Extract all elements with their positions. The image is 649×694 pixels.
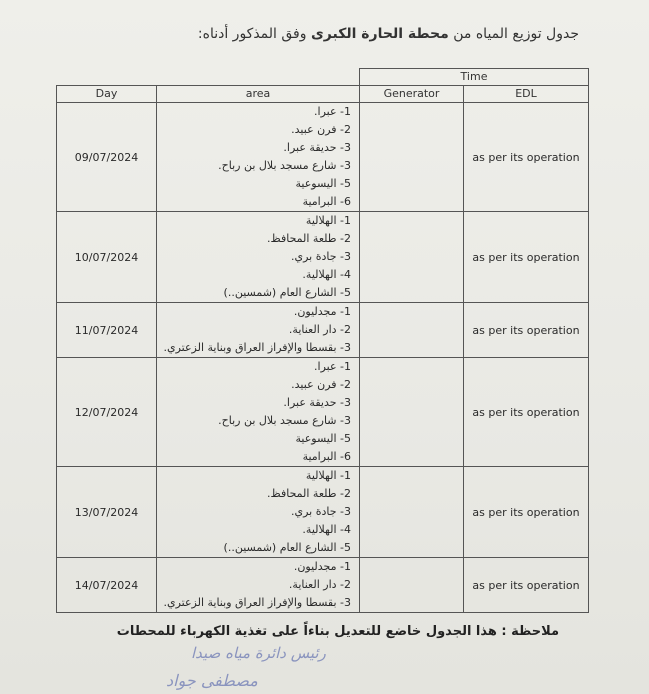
generator-cell [360,212,464,303]
area-item: 2- فرن عبيد. [291,123,351,136]
generator-cell [360,103,464,212]
area-cell [157,358,360,467]
footnote: ملاحظة : هذا الجدول خاضع للتعديل بناءاً على تغذية الكهرباء للمحطات [116,624,559,639]
edl-cell: as per its operation [464,212,589,303]
generator-cell [360,467,464,558]
area-item: 3- بقسطا والإفراز العراق وبناية الزعتري. [163,341,351,354]
edl-cell: as per its operation [464,358,589,467]
edl-cell: as per its operation [464,558,589,613]
table-row [57,303,589,358]
generator-cell [360,303,464,358]
day-cell: 11/07/2024 [57,303,157,358]
header-generator: Generator [360,86,464,103]
area-item: 2- فرن عبيد. [291,378,351,391]
header-spacer [57,69,360,86]
table-body [57,103,589,613]
day-cell: 13/07/2024 [57,467,157,558]
area-cell [157,558,360,613]
document-title [198,26,579,42]
area-item: 3- حديقة عبرا. [283,141,351,154]
distribution-table [56,68,589,613]
header-day: Day [57,86,157,103]
area-item: 1- عبرا. [314,360,351,373]
area-item: 6- البرامية [302,450,351,463]
area-item: 3- جادة بري. [290,250,351,263]
area-item: 4- الهلالية. [302,523,351,536]
area-item: 1- مجدليون. [293,305,351,318]
day-cell: 12/07/2024 [57,358,157,467]
table-row [57,467,589,558]
area-item: 3- جادة بري. [290,505,351,518]
area-item: 3- حديقة عبرا. [283,396,351,409]
table-row [57,558,589,613]
header-area: area [157,86,360,103]
signature-line-1: رئيس دائرة مياه صيدا [191,644,326,662]
area-item: 1- الهلالية [305,469,351,482]
area-item: 2- طلعة المحافظ. [267,232,351,245]
title-suffix: وفق المذكور أدناه: [197,26,307,42]
area-item: 4- الهلالية. [302,268,351,281]
area-item: 2- دار العناية. [288,578,351,591]
area-item: 5- اليسوعية [295,432,351,445]
title-station: محطة الحارة الكبرى [310,26,449,42]
area-item: 2- طلعة المحافظ. [267,487,351,500]
table-row [57,358,589,467]
area-item: 3- بقسطا والإفراز العراق وبناية الزعتري. [163,596,351,609]
signature-stamp [26,636,326,694]
edl-cell: as per its operation [464,103,589,212]
area-cell [157,103,360,212]
table-row [57,212,589,303]
area-item: 1- عبرا. [314,105,351,118]
generator-cell [360,358,464,467]
header-time: Time [360,69,589,86]
area-item: 6- البرامية [302,195,351,208]
edl-cell: as per its operation [464,303,589,358]
signature-line-2: مصطفى جواد [166,671,258,690]
area-item: 1- الهلالية [305,214,351,227]
area-item: 5- اليسوعية [295,177,351,190]
area-item: 5- الشارع العام (شمسين..) [223,541,351,554]
day-cell: 10/07/2024 [57,212,157,303]
day-cell: 09/07/2024 [57,103,157,212]
area-item: 3- شارع مسجد بلال بن رباح. [218,159,351,172]
generator-cell [360,558,464,613]
area-cell [157,303,360,358]
area-item: 5- الشارع العام (شمسين..) [223,286,351,299]
table-row [57,103,589,212]
title-prefix: جدول توزيع المياه من [453,26,579,42]
area-item: 3- شارع مسجد بلال بن رباح. [218,414,351,427]
day-cell: 14/07/2024 [57,558,157,613]
area-cell [157,467,360,558]
area-item: 2- دار العناية. [288,323,351,336]
area-item: 1- مجدليون. [293,560,351,573]
edl-cell: as per its operation [464,467,589,558]
header-edl: EDL [464,86,589,103]
area-cell [157,212,360,303]
